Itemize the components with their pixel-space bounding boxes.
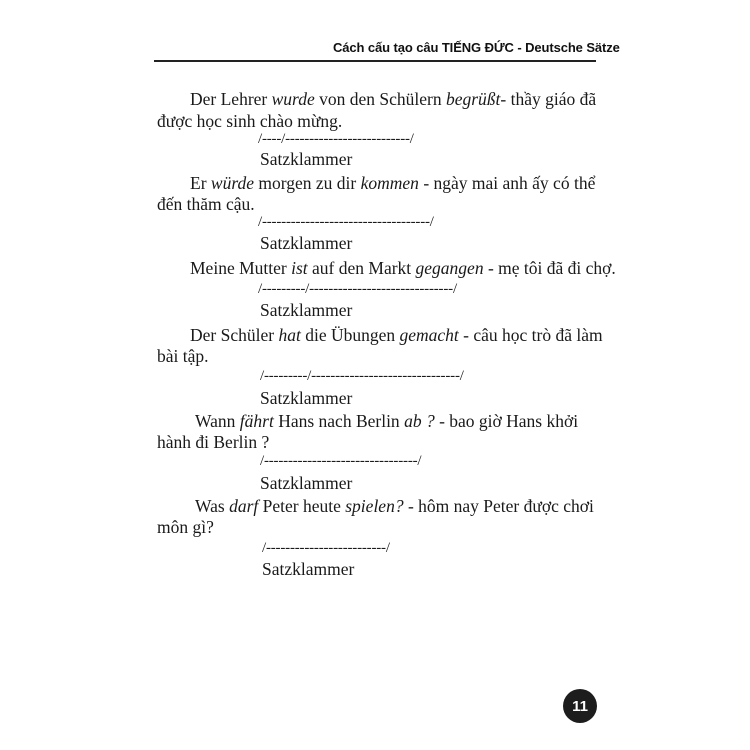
sentence-continuation: môn gì?	[157, 517, 214, 537]
verb-part: würde	[210, 173, 255, 193]
verb-part: darf	[229, 496, 259, 516]
sentence-line: Wann fährt Hans nach Berlin ab ? - bao giờ Hans khởi	[195, 411, 579, 431]
verb-part: begrüßt	[445, 89, 501, 109]
sentence-continuation: được học sinh chào mừng.	[157, 111, 343, 131]
verb-part: wurde	[271, 89, 315, 109]
page-header: Cách cấu tạo câu TIẾNG ĐỨC - Deutsche Sätze	[333, 40, 620, 55]
verb-part: kommen	[360, 173, 419, 193]
verb-part: spielen?	[345, 496, 404, 516]
sentence-bracket: /-----------------------------------/	[258, 214, 434, 230]
verb-part: gemacht	[399, 325, 459, 345]
satzklammer-label: Satzklammer	[260, 233, 353, 253]
satzklammer-label: Satzklammer	[262, 559, 355, 579]
sentence-bracket: /-------------------------/	[262, 540, 390, 556]
sentence-continuation: bài tập.	[157, 346, 209, 366]
sentence-continuation: hành đi Berlin ?	[157, 432, 270, 452]
verb-part: ist	[291, 258, 308, 278]
sentence-bracket: /---------/------------------------------/	[258, 281, 457, 297]
sentence-line: Was darf Peter heute spielen? - hôm nay Peter được chơi	[195, 496, 594, 516]
header-divider	[154, 60, 596, 62]
sentence-continuation: đến thăm cậu.	[157, 194, 255, 214]
sentence-bracket: /---------/-------------------------------/	[260, 368, 464, 384]
satzklammer-label: Satzklammer	[260, 473, 353, 493]
sentence-bracket: /----/--------------------------/	[258, 131, 414, 147]
sentence-bracket: /--------------------------------/	[260, 453, 422, 469]
sentence-line: Er würde morgen zu dir kommen - ngày mai anh ấy có thể	[190, 173, 596, 193]
verb-part: gegangen	[415, 258, 484, 278]
verb-part: fährt	[239, 411, 274, 431]
satzklammer-label: Satzklammer	[260, 388, 353, 408]
sentence-line: Der Schüler hat die Übungen gemacht - câu học trò đã làm	[190, 325, 603, 345]
verb-part: hat	[278, 325, 301, 345]
page-number-badge: 11	[563, 689, 597, 723]
satzklammer-label: Satzklammer	[260, 149, 353, 169]
satzklammer-label: Satzklammer	[260, 300, 353, 320]
sentence-line: Meine Mutter ist auf den Markt gegangen - mẹ tôi đã đi chợ.	[190, 258, 616, 278]
sentence-line: Der Lehrer wurde von den Schülern begrüßt- thầy giáo đã	[190, 89, 597, 109]
verb-part: ab ?	[404, 411, 435, 431]
